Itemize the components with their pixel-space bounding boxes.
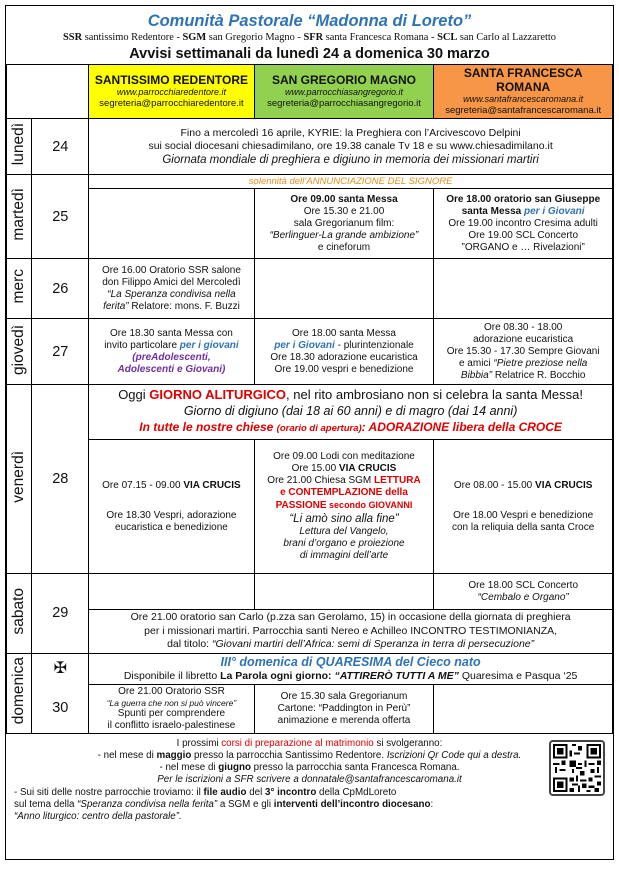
parish-code-sgm: SGM: [182, 32, 207, 43]
tuesday-sgm: [254, 189, 434, 259]
tuesday-sfr-concert: Ore 19.00 SCL Concerto: [468, 229, 578, 241]
friday-sgm: [254, 440, 434, 574]
sunday-title: III° domenica di QUARESIMA del Cieco nato: [220, 654, 481, 669]
friday-sfr-relic: con la reliquia della santa Croce: [452, 521, 595, 533]
friday-sgm-church: Ore 21.00 Chiesa SGM: [267, 475, 375, 486]
friday-sgm-john: secondo GIOVANNI: [326, 500, 413, 510]
day-number: 26: [32, 259, 89, 319]
friday-ssr-time: Ore 07.15 - 09.00: [102, 479, 184, 491]
parish-code-sfr: SFR: [303, 32, 324, 43]
row-tuesday: [7, 189, 613, 259]
footer-diocesan: interventi dell’incontro diocesano: [273, 798, 431, 810]
column-ssr-email[interactable]: segreteria@parrocchiaredentore.it: [99, 98, 244, 109]
day-saturday: [7, 574, 32, 654]
day-number: 24: [32, 119, 89, 175]
friday-sfr-vespers: Ore 18.00 Vespri e benedizione: [453, 509, 594, 521]
footer-courses-end: si svolgeranno:: [373, 737, 443, 749]
row-wednesday: [7, 259, 613, 319]
sunday-ssr-line-2: il conflitto israelo-palestinese: [107, 719, 236, 731]
friday-sgm-via-crucis: VIA CRUCIS: [338, 463, 397, 474]
thursday-sfr: [434, 319, 613, 385]
tuesday-sgm-time: Ore 15.30 e 21.00: [303, 205, 385, 217]
monday-line-2: sui social diocesani chiesadimilano, ore 19.38 canale Tv 18 e su www.chiesadimilano.it: [148, 139, 553, 152]
saturday-sfr-concert-title: “Cembalo e Organo”: [477, 591, 569, 603]
columns-header-row: [7, 65, 613, 119]
parish-code-ssr: SSR: [63, 32, 83, 43]
tuesday-sfr: [434, 189, 613, 259]
footer-diocesan-title: “Anno liturgico: centro della pastorale”.: [14, 811, 182, 823]
sunday-cross-icon: ✠: [32, 653, 89, 684]
friday-notice: [89, 385, 613, 440]
schedule-table: [6, 64, 613, 734]
friday-sgm-lauds: Ore 09.00 Lodi con meditazione: [273, 451, 415, 462]
community-title: Comunità Pastorale “Madonna di Loreto”: [147, 12, 472, 30]
wednesday-ssr-line-3: “La Speranza condivisa nella: [107, 288, 236, 300]
day-monday: [7, 119, 32, 175]
parish-code-scl: SCL: [437, 32, 458, 43]
friday-ssr-vespers: Ore 18.30 Vespri, adorazione: [106, 509, 237, 521]
thursday-sgm-youth: per i Giovani: [274, 339, 335, 351]
footer-courses-highlight: corsi di preparazione al matrimonio: [221, 737, 374, 749]
parish-name-sgm: san Gregorio Magno -: [206, 32, 304, 43]
saturday-notice: [89, 610, 613, 654]
friday-ssr-via-crucis: VIA CRUCIS: [183, 479, 241, 491]
friday-ssr: [89, 440, 254, 574]
column-sfr-url[interactable]: www.santafrancescaromana.it: [463, 94, 584, 104]
day-tuesday: [7, 175, 32, 259]
friday-adoration-cross: : ADORAZIONE libera della CROCE: [361, 420, 562, 434]
qr-code-icon[interactable]: [549, 740, 605, 796]
day-name: lunedì: [10, 123, 28, 166]
tuesday-sgm-film: sala Gregorianum film:: [293, 217, 395, 229]
sunday-ssr: [89, 684, 254, 733]
thursday-sfr-title: “Pietre preziose nella: [493, 357, 588, 369]
friday-ssr-benediction: eucaristica e benedizione: [115, 521, 228, 533]
column-sgm-email[interactable]: segreteria@parrocchiasangregorio.it: [267, 98, 421, 109]
day-number: 25: [32, 175, 89, 259]
tuesday-sfr-mass: santa Messa: [461, 205, 524, 217]
wednesday-sfr: [434, 259, 613, 319]
sunday-ssr-line-1: Spunti per comprendere: [117, 707, 226, 719]
tuesday-solemnity: solennità dell’ANNUNCIAZIONE DEL SIGNORE: [89, 175, 613, 189]
thursday-sgm-intention: - plurintenzionale: [334, 339, 414, 351]
footer: [6, 734, 613, 824]
day-number: 28: [32, 385, 89, 574]
footer-colon: :: [430, 798, 434, 810]
footer-may-parish: presso la parrocchia Santissimo Redentore.: [191, 749, 387, 761]
row-sunday: [7, 684, 613, 733]
saturday-sfr-concert: Ore 18.00 SCL Concerto: [468, 579, 578, 591]
sunday-sgm-cartoon: Cartone: “Paddington in Perù”: [277, 702, 411, 714]
row-friday-notice: [7, 385, 613, 440]
parishes-legend: [6, 31, 613, 45]
tuesday-sgm-film-title: “Berlinguer-La grande ambizione”: [269, 229, 419, 241]
thursday-sgm-mass: Ore 18.00 santa Messa: [292, 327, 396, 339]
row-tuesday-solemnity: [7, 175, 613, 189]
thursday-ssr-line-1: Ore 18.30 santa Messa con: [110, 327, 233, 339]
sunday-booklet-season: Quaresima e Pasqua ‘25: [458, 669, 578, 682]
footer-of: del: [246, 786, 266, 798]
friday-sfr-via-crucis: VIA CRUCIS: [535, 479, 593, 491]
friday-aliturgical: GIORNO ALITURGICO: [149, 387, 287, 402]
day-name: sabato: [10, 587, 28, 635]
footer-courses-intro: I prossimi: [176, 737, 222, 749]
saturday-line-1: Ore 21.00 oratorio san Carlo (p.zza san Gerolamo, 15) in occasione della giornata di preghiera: [130, 611, 571, 623]
column-sfr-email[interactable]: segreteria@santafrancescaromana.it: [445, 105, 602, 116]
page: [5, 5, 614, 860]
day-name: merc: [10, 269, 28, 304]
tuesday-sfr-confirmation: Ore 19.00 incontro Cresima adulti: [448, 217, 598, 229]
day-name: martedì: [10, 188, 28, 241]
parish-name-ssr: santissimo Redentore -: [82, 32, 183, 43]
day-number: 29: [32, 574, 89, 654]
week-title: Avvisi settimanali da lunedì 24 a domenica 30 marzo: [129, 46, 490, 62]
wednesday-ssr-title-end: ferita”: [103, 300, 129, 312]
thursday-sfr-friends: e amici: [458, 357, 494, 369]
day-name: giovedì: [10, 324, 28, 375]
row-thursday: [7, 319, 613, 385]
monday-notice: [89, 119, 613, 175]
day-sunday: [7, 653, 32, 733]
thursday-ssr-adolescents: Adolescenti e Giovani): [117, 363, 226, 375]
column-sgm: [254, 65, 434, 119]
thursday-sgm-vespers: Ore 19.00 vespri e benedizione: [274, 363, 414, 375]
day-number: 30: [32, 684, 89, 733]
friday-today: Oggi: [118, 387, 150, 402]
monday-line-1: Fino a mercoledì 16 aprile, KYRIE: la Preghiera con l’Arcivescovo Delpini: [180, 126, 521, 139]
thursday-sfr-adoration: adorazione eucaristica: [473, 333, 574, 345]
thursday-sfr-time: Ore 08.30 - 18.00: [483, 321, 563, 333]
wednesday-ssr-speaker: Relatore: mons. F. Buzzi: [128, 300, 240, 312]
friday-sgm-time: Ore 15.00: [291, 463, 339, 474]
friday-sgm-contemplation: e CONTEMPLAZIONE della: [280, 487, 408, 498]
friday-sfr-time: Ore 08.00 - 15.00: [453, 479, 536, 491]
friday-all-churches: In tutte le nostre chiese: [139, 420, 277, 434]
saturday-sgm: [254, 574, 434, 610]
footer-sfr-email[interactable]: Per le iscrizioni a SFR scrivere a donnatale@santafrancescaromana.it: [157, 774, 462, 786]
parish-name-scl: san Carlo al Lazzaretto: [457, 32, 556, 43]
thursday-sgm-adoration: Ore 18.30 adorazione eucaristica: [270, 351, 418, 363]
friday-sgm-passion: PASSIONE: [275, 500, 327, 511]
saturday-title-label: dal titolo:: [167, 638, 213, 650]
saturday-sfr: [434, 574, 613, 610]
row-friday: [7, 440, 613, 574]
saturday-title: “Giovani martiri dell’Africa: semi di Speranza in terra di persecuzione”: [212, 638, 535, 650]
saturday-line-2: per i missionari martiri. Parrocchia santi Nereo e Achilleo INCONTRO TESTIMONIANZA,: [144, 624, 558, 637]
friday-sfr: [434, 440, 613, 574]
column-ssr-name: SANTISSIMO REDENTORE: [94, 73, 249, 87]
day-name: domenica: [10, 657, 28, 725]
monday-line-3: Giornata mondiale di preghiera e digiuno in memoria dei missionari martiri: [162, 153, 539, 166]
footer-june: giugno: [218, 762, 251, 774]
sunday-booklet-name: La Parola ogni giorno:: [220, 669, 335, 682]
day-name: venerdì: [10, 451, 28, 503]
thursday-sgm: [254, 319, 434, 385]
friday-sgm-quote: “Li amò sino alla fine”: [289, 513, 399, 525]
friday-opening-hours: (orario di apertura): [276, 423, 362, 434]
parish-name-sfr: santa Francesca Romana -: [323, 32, 438, 43]
friday-fasting: Giorno di digiuno (dai 18 ai 60 anni) e di magro (dai 14 anni): [183, 404, 518, 418]
day-wednesday: [7, 259, 32, 319]
footer-third-meeting: 3° incontro: [265, 786, 317, 798]
column-sfr-name: SANTA FRANCESCA ROMANA: [463, 66, 583, 94]
thursday-sfr-youth: Ore 15.30 - 17.30 Sempre Giovani: [446, 345, 600, 357]
thursday-ssr-invite: invito particolare: [104, 339, 180, 351]
thursday-sfr-title-end: Bibbia”: [460, 369, 493, 381]
wednesday-ssr: [89, 259, 254, 319]
day-number: 27: [32, 319, 89, 385]
thursday-ssr-youth: per i giovani: [179, 339, 239, 351]
row-saturday-notice: [7, 610, 613, 654]
sunday-sgm-time: Ore 15.30 sala Gregorianum: [280, 690, 408, 702]
sunday-ssr-title: “La guerra che non si può vincere”: [106, 697, 237, 708]
wednesday-ssr-line-1: Ore 16.00 Oratorio SSR salone: [101, 264, 241, 276]
sunday-sfr: [434, 684, 613, 733]
footer-audio: file audio: [203, 786, 247, 798]
thursday-ssr: [89, 319, 254, 385]
tuesday-sgm-cineforum: e cineforum: [317, 241, 371, 253]
friday-sgm-organ: brani d’organo e proiezione: [283, 538, 405, 549]
sunday-notice: [89, 653, 613, 684]
footer-theme-title: “Speranza condivisa nella ferita”: [77, 798, 218, 810]
friday-sgm-reading: LETTURA: [374, 475, 421, 486]
footer-sites: - Sui siti delle nostre parrocchie troviamo: il: [14, 786, 204, 798]
wednesday-sgm: [254, 259, 434, 319]
day-thursday: [7, 319, 32, 385]
footer-qr-note: Iscrizioni Qr Code qui a destra.: [386, 749, 522, 761]
row-saturday: [7, 574, 613, 610]
footer-may: maggio: [156, 749, 192, 761]
thursday-sfr-speaker: Relatrice R. Bocchio: [492, 369, 586, 381]
column-ssr: [89, 65, 254, 119]
column-ssr-url[interactable]: www.parrocchiaredentore.it: [116, 87, 226, 97]
sunday-ssr-time: Ore 21.00 Oratorio SSR: [118, 685, 225, 697]
tuesday-sgm-mass: Ore 09.00 santa Messa: [290, 193, 398, 205]
wednesday-ssr-line-2: don Filippo Amici del Mercoledì: [102, 276, 241, 288]
tuesday-sfr-concert-title: ”ORGANO e … Rivelazioni”: [461, 241, 585, 253]
tuesday-sfr-youth: per i Giovani: [524, 205, 585, 217]
saturday-ssr: [89, 574, 254, 610]
sunday-booklet: Disponibile il libretto: [123, 669, 221, 682]
footer-june-parish: presso la parrocchia santa Francesca Romana.: [250, 762, 460, 774]
friday-sgm-gospel: Lettura del Vangelo,: [299, 526, 389, 537]
footer-may-prefix: - nel mese di: [97, 749, 157, 761]
thursday-ssr-preadolescents: (preAdolescenti,: [132, 351, 211, 363]
row-sunday-notice: [7, 653, 613, 684]
column-sfr: [434, 65, 613, 119]
footer-june-prefix: - nel mese di: [159, 762, 219, 774]
sunday-sgm: [254, 684, 434, 733]
column-sgm-url[interactable]: www.parrocchiasangregorio.it: [284, 87, 404, 97]
sunday-sgm-animation: animazione e merenda offerta: [277, 714, 411, 726]
footer-cpmdloreto: della CpMdLoreto: [316, 786, 397, 798]
sunday-booklet-title: “ATTIRERÒ TUTTI A ME”: [334, 669, 459, 682]
day-friday: [7, 385, 32, 574]
friday-no-mass: , nel rito ambrosiano non si celebra la santa Messa!: [286, 387, 584, 402]
column-sgm-name: SAN GREGORIO MAGNO: [271, 73, 416, 87]
tuesday-sfr-oratory: Ore 18.00 oratorio san Giuseppe: [446, 193, 601, 205]
tuesday-ssr: [89, 189, 254, 259]
friday-sgm-art: di immagini dell’arte: [299, 550, 389, 561]
row-monday: [7, 119, 613, 175]
footer-sgm: a SGM e gli: [217, 798, 274, 810]
footer-theme: sul tema della: [14, 798, 78, 810]
